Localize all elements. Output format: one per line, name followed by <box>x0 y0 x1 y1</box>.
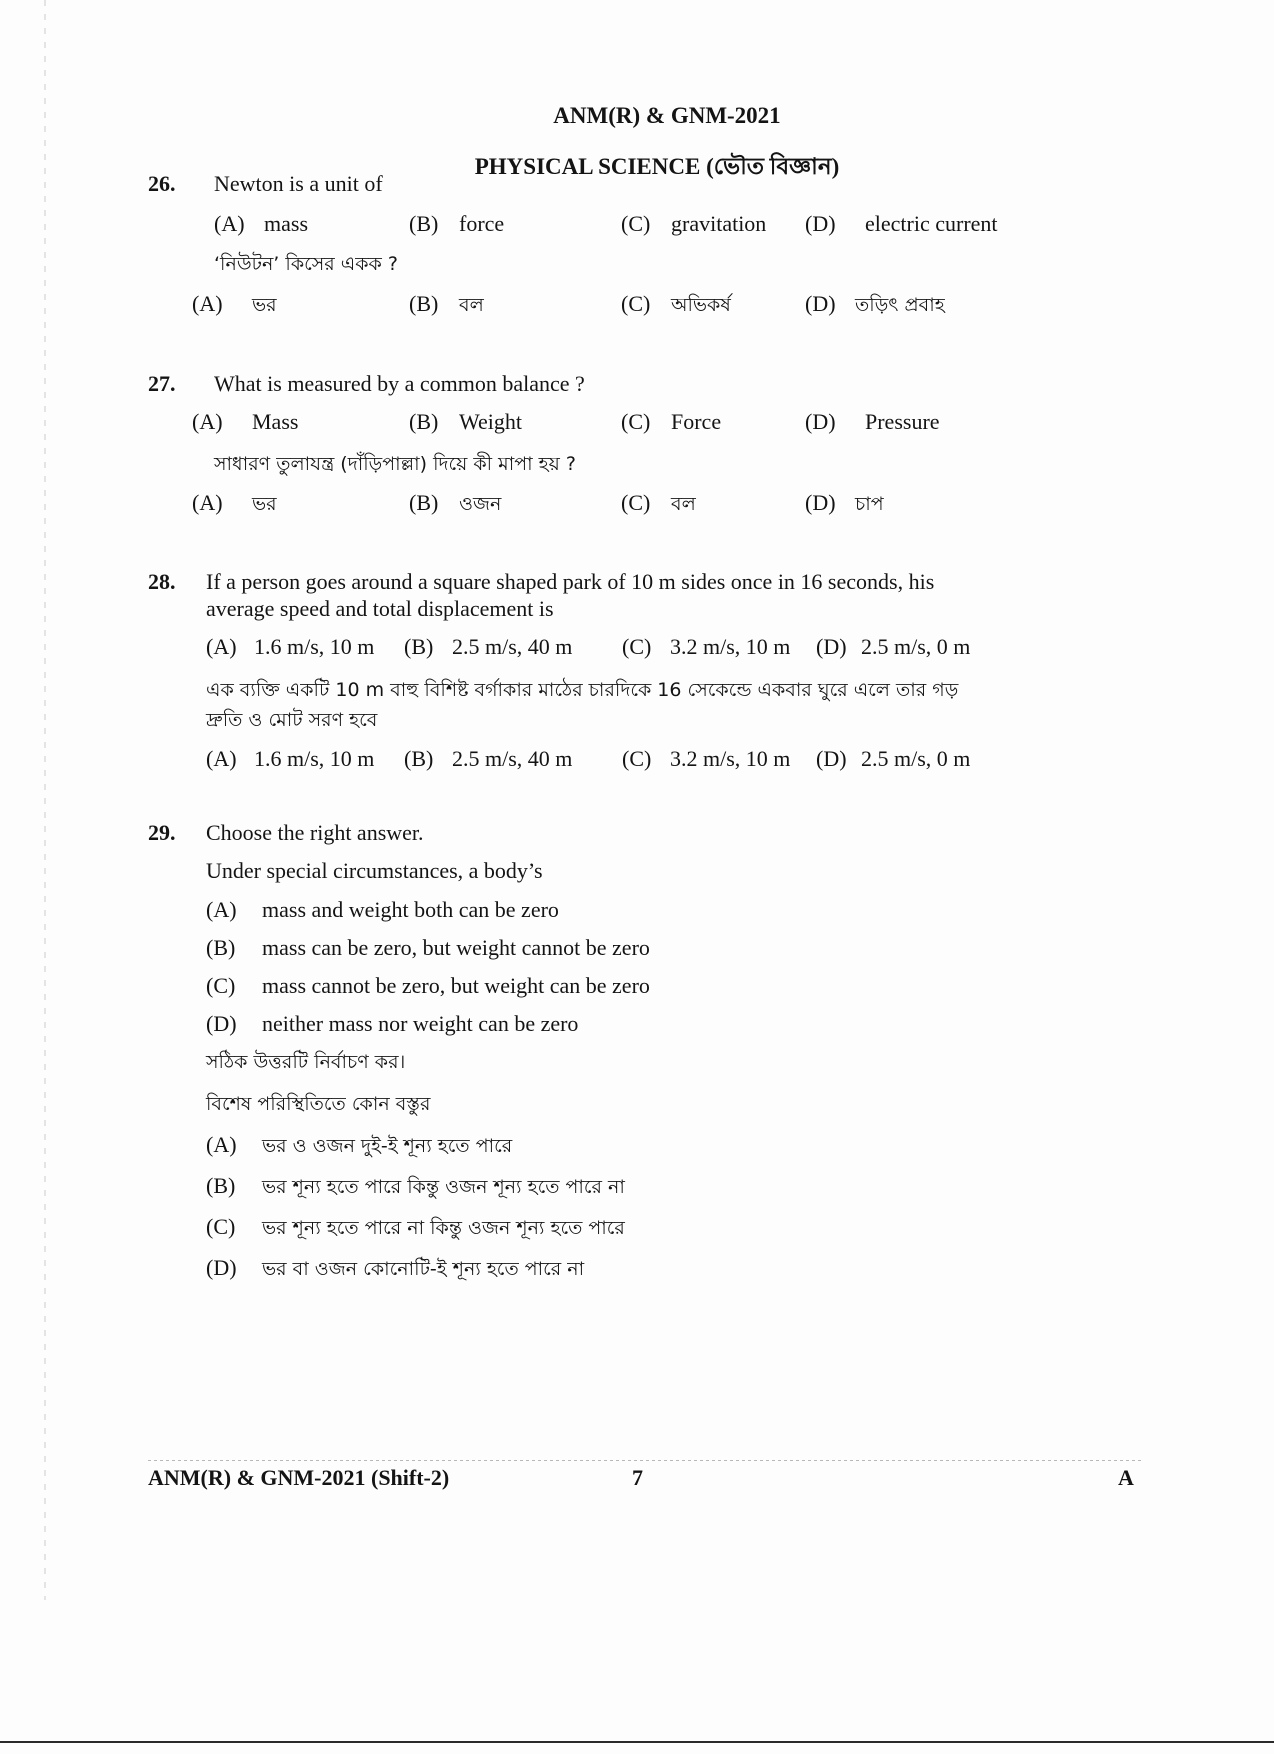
question-number: 29. <box>148 820 176 845</box>
question-number: 27. <box>148 371 176 396</box>
option-label: (D) <box>816 634 847 659</box>
option-text: 3.2 m/s, 10 m <box>670 746 791 771</box>
option-text: Weight <box>459 409 522 434</box>
question-text-bn: ‘নিউটন’ কিসের একক ? <box>214 253 398 275</box>
option-label: (B) <box>409 490 439 515</box>
question-text-en-line-1: If a person goes around a square shaped park of 10 m sides once in 16 seconds, his <box>206 569 935 594</box>
option-en-b <box>409 409 522 435</box>
option-text: mass <box>264 211 308 236</box>
option-en-c <box>622 634 790 660</box>
question-text-en-line-2: average speed and total displacement is <box>206 596 554 621</box>
option-text: তড়িৎ প্রবাহ <box>855 294 945 316</box>
exam-title: ANM(R) & GNM-2021 <box>553 103 781 128</box>
option-label: (D) <box>206 1011 237 1036</box>
option-label: (A) <box>206 746 237 771</box>
option-bn-b <box>409 291 484 323</box>
option-text: ভর ও ওজন দুই-ই শূন্য হতে পারে <box>262 1135 513 1157</box>
option-label: (C) <box>621 211 651 236</box>
option-text: 2.5 m/s, 0 m <box>861 746 971 771</box>
option-text: Pressure <box>865 409 940 434</box>
scan-edge-mark <box>44 0 46 1600</box>
option-en-d <box>805 409 940 435</box>
option-label: (A) <box>206 634 237 659</box>
option-en-b <box>404 634 572 660</box>
question-text-bn-line-1: এক ব্যক্তি একটি 10 m বাহু বিশিষ্ট বর্গাকার মাঠের চারদিকে 16 সেকেন্ডে একবার ঘুরে এলে তার গড় <box>206 679 959 701</box>
footer-exam-shift: ANM(R) & GNM-2021 (Shift-2) <box>148 1465 450 1490</box>
option-en-d <box>206 1011 578 1037</box>
option-label: (D) <box>805 291 836 316</box>
option-text: অভিকর্ষ <box>671 294 731 316</box>
option-bn-b <box>404 746 572 772</box>
option-text: neither mass nor weight can be zero <box>262 1011 579 1036</box>
option-bn-a <box>206 746 374 772</box>
option-text: 2.5 m/s, 40 m <box>452 634 573 659</box>
option-bn-d <box>805 490 884 522</box>
question-text-en: What is measured by a common balance ? <box>214 371 585 396</box>
option-label: (B) <box>404 634 434 659</box>
option-text: ভর <box>252 294 277 316</box>
bottom-edge-line <box>0 1741 1274 1743</box>
option-label: (A) <box>206 897 237 922</box>
option-text: ভর বা ওজন কোনোটি-ই শূন্য হতে পারে না <box>262 1258 585 1280</box>
page-number: 7 <box>632 1465 643 1490</box>
subject-heading: PHYSICAL SCIENCE (ভৌত বিজ্ঞান) <box>474 154 840 179</box>
option-bn-a <box>192 490 277 522</box>
option-label: (A) <box>206 1132 237 1157</box>
option-bn-c <box>621 291 731 323</box>
option-text: বল <box>671 493 696 515</box>
option-text: gravitation <box>671 211 767 236</box>
option-bn-d <box>206 1255 584 1287</box>
option-en-d <box>816 634 970 660</box>
option-en-b <box>206 935 650 961</box>
option-text: 1.6 m/s, 10 m <box>254 634 375 659</box>
option-en-a <box>206 897 559 923</box>
option-text: 2.5 m/s, 0 m <box>861 634 971 659</box>
option-bn-d <box>805 291 945 323</box>
question-text-en: Under special circumstances, a body’s <box>206 858 543 883</box>
option-label: (A) <box>214 211 245 236</box>
option-label: (B) <box>404 746 434 771</box>
option-text: 3.2 m/s, 10 m <box>670 634 791 659</box>
question-text-bn: সাধারণ তুলাযন্ত্র (দাঁড়িপাল্লা) দিয়ে কী মাপা হয় ? <box>214 453 576 475</box>
question-number: 26. <box>148 171 176 196</box>
option-label: (C) <box>622 634 652 659</box>
option-label: (C) <box>206 1214 236 1239</box>
option-label: (D) <box>805 490 836 515</box>
option-en-b <box>409 211 504 237</box>
option-text: Force <box>671 409 722 434</box>
option-text: 1.6 m/s, 10 m <box>254 746 375 771</box>
question-instruction-bn: সঠিক উত্তরটি নির্বাচণ কর। <box>206 1051 406 1073</box>
option-text: force <box>459 211 505 236</box>
option-bn-c <box>621 490 696 522</box>
option-text: Mass <box>252 409 299 434</box>
question-text-en: Newton is a unit of <box>214 171 383 196</box>
option-label: (D) <box>805 409 836 434</box>
option-label: (A) <box>192 291 223 316</box>
option-label: (C) <box>621 490 651 515</box>
option-label: (B) <box>409 211 439 236</box>
option-en-c <box>621 409 721 435</box>
option-bn-a <box>192 291 277 323</box>
option-bn-c <box>622 746 790 772</box>
option-text: mass can be zero, but weight cannot be zero <box>262 935 650 960</box>
option-label: (D) <box>206 1255 237 1280</box>
option-en-c <box>621 211 766 237</box>
option-label: (B) <box>206 1173 236 1198</box>
option-text: ওজন <box>459 493 502 515</box>
question-text-bn-line-2: দ্রুতি ও মোট সরণ হবে <box>206 709 378 731</box>
option-label: (C) <box>206 973 236 998</box>
question-instruction-en: Choose the right answer. <box>206 820 424 845</box>
option-label: (B) <box>409 291 439 316</box>
question-text-bn: বিশেষ পরিস্থিতিতে কোন বস্তুর <box>206 1093 431 1115</box>
option-text: ভর শূন্য হতে পারে কিন্তু ওজন শূন্য হতে পারে না <box>262 1176 625 1198</box>
footer-divider <box>148 1460 1142 1461</box>
option-bn-b <box>409 490 501 522</box>
option-label: (B) <box>409 409 439 434</box>
option-text: ভর <box>252 493 277 515</box>
option-label: (C) <box>621 409 651 434</box>
option-label: (B) <box>206 935 236 960</box>
option-text: 2.5 m/s, 40 m <box>452 746 573 771</box>
option-en-d <box>805 211 998 237</box>
option-text: electric current <box>865 211 998 236</box>
option-text: mass cannot be zero, but weight can be zero <box>262 973 650 998</box>
option-label: (D) <box>816 746 847 771</box>
option-text: mass and weight both can be zero <box>262 897 559 922</box>
option-en-a <box>214 211 308 237</box>
option-en-a <box>192 409 298 435</box>
question-number: 28. <box>148 569 176 594</box>
option-bn-d <box>816 746 970 772</box>
option-en-a <box>206 634 374 660</box>
option-label: (A) <box>192 490 223 515</box>
option-label: (D) <box>805 211 836 236</box>
option-label: (C) <box>622 746 652 771</box>
option-text: ভর শূন্য হতে পারে না কিন্তু ওজন শূন্য হতে পারে <box>262 1217 625 1239</box>
option-text: চাপ <box>855 493 884 515</box>
option-bn-c <box>206 1214 625 1246</box>
option-label: (A) <box>192 409 223 434</box>
option-text: বল <box>459 294 484 316</box>
set-code: A <box>1118 1465 1134 1490</box>
option-bn-a <box>206 1132 512 1164</box>
option-bn-b <box>206 1173 625 1205</box>
option-en-c <box>206 973 650 999</box>
option-label: (C) <box>621 291 651 316</box>
